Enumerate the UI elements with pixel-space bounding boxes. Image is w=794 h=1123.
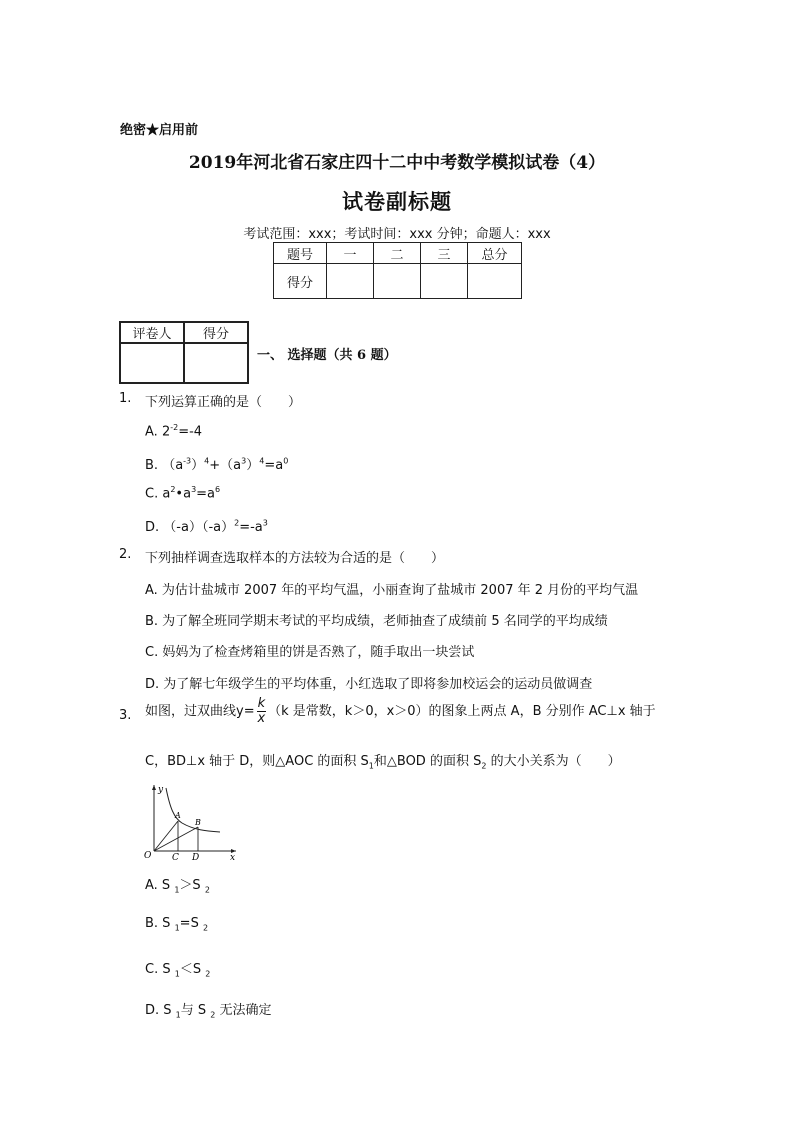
option-b: B. S $_1$=S $_2$ xyxy=(145,916,209,933)
grader-header-cell: 评卷人 xyxy=(120,322,184,343)
question-number: 3. xyxy=(119,708,132,723)
exam-info: 考试范围：xxx；考试时间：xxx 分钟；命题人：xxx xyxy=(243,227,551,242)
label-x: x xyxy=(230,853,236,860)
score-cell xyxy=(468,264,522,299)
score-cell xyxy=(374,264,421,299)
fraction-k-over-x: $\frac{k}{x}$ xyxy=(257,696,266,726)
label-o: O xyxy=(144,851,152,860)
score-cell xyxy=(421,264,468,299)
question-number: 1. xyxy=(119,391,132,406)
segment-oa xyxy=(154,821,178,851)
score-cell xyxy=(327,264,374,299)
exam-title: 2019年河北省石家庄四十二中中考数学模拟试卷（4） xyxy=(188,153,606,173)
score-header-cell: 题号 xyxy=(274,243,327,264)
option-b: B. $(a^{-3})^4+(a^3)^4=a^0$ xyxy=(145,456,289,473)
score-header-cell: 三 xyxy=(421,243,468,264)
score-header-cell: 二 xyxy=(374,243,421,264)
score-header-cell: 总分 xyxy=(468,243,522,264)
grader-cell xyxy=(184,343,248,383)
option-c: C. 妈妈为了检查烤箱里的饼是否熟了，随手取出一块尝试 xyxy=(145,645,475,660)
label-b: B xyxy=(195,818,201,827)
y-axis-arrow xyxy=(152,785,156,790)
score-row-label: 得分 xyxy=(274,264,327,299)
option-c: C. S $_1$＜S $_2$ xyxy=(145,962,211,979)
question-text-line-1: 如图，过双曲线y= $\frac{k}{x}$ （k 是常数，k＞0，x＞0）的图象上两点 A，B 分别作 AC⊥x 轴于 xyxy=(145,696,656,726)
grader-cell xyxy=(120,343,184,383)
question-number: 2. xyxy=(119,547,132,562)
option-d: D. 为了解七年级学生的平均体重，小红选取了即将参加校运会的运动员做调查 xyxy=(145,677,593,692)
option-b: B. 为了解全班同学期末考试的平均成绩，老师抽查了成绩前 5 名同学的平均成绩 xyxy=(145,614,608,629)
hyperbola-figure xyxy=(142,780,242,860)
score-header-cell: 一 xyxy=(327,243,374,264)
question-text: 下列抽样调查选取样本的方法较为合适的是（ ） xyxy=(145,551,445,566)
label-c: C xyxy=(172,853,179,860)
label-a: A xyxy=(175,811,181,820)
option-c: C. $a^2•a^3=a^6$ xyxy=(145,485,221,502)
question-text-line-2: C，BD⊥x 轴于 D，则△AOC 的面积 $S_1$和△BOD 的面积 $S_2$ 的大小关系为（ ） xyxy=(145,754,621,771)
label-y: y xyxy=(158,785,164,795)
segment-ob xyxy=(154,827,198,851)
option-a: A. $2^{-2}=-4$ xyxy=(145,423,203,440)
grader-table xyxy=(119,321,249,384)
score-table xyxy=(273,242,522,299)
section-title: 一、 选择题（共 6 题） xyxy=(257,348,397,363)
option-d: D. $(-a)(-a)^2=-a^3$ xyxy=(145,518,268,535)
option-a: A. 为估计盐城市 2007 年的平均气温，小丽查询了盐城市 2007 年 2 月份的平均气温 xyxy=(145,583,639,598)
exam-subtitle: 试卷副标题 xyxy=(342,189,452,214)
grader-header-cell: 得分 xyxy=(184,322,248,343)
confidential-label: 绝密★启用前 xyxy=(120,123,199,138)
question-text: 下列运算正确的是（ ） xyxy=(145,395,302,410)
option-a: A. S $_1$＞S $_2$ xyxy=(145,878,210,895)
label-d: D xyxy=(192,853,200,860)
option-d: D. S $_1$与 S $_2$ 无法确定 xyxy=(145,1003,272,1020)
